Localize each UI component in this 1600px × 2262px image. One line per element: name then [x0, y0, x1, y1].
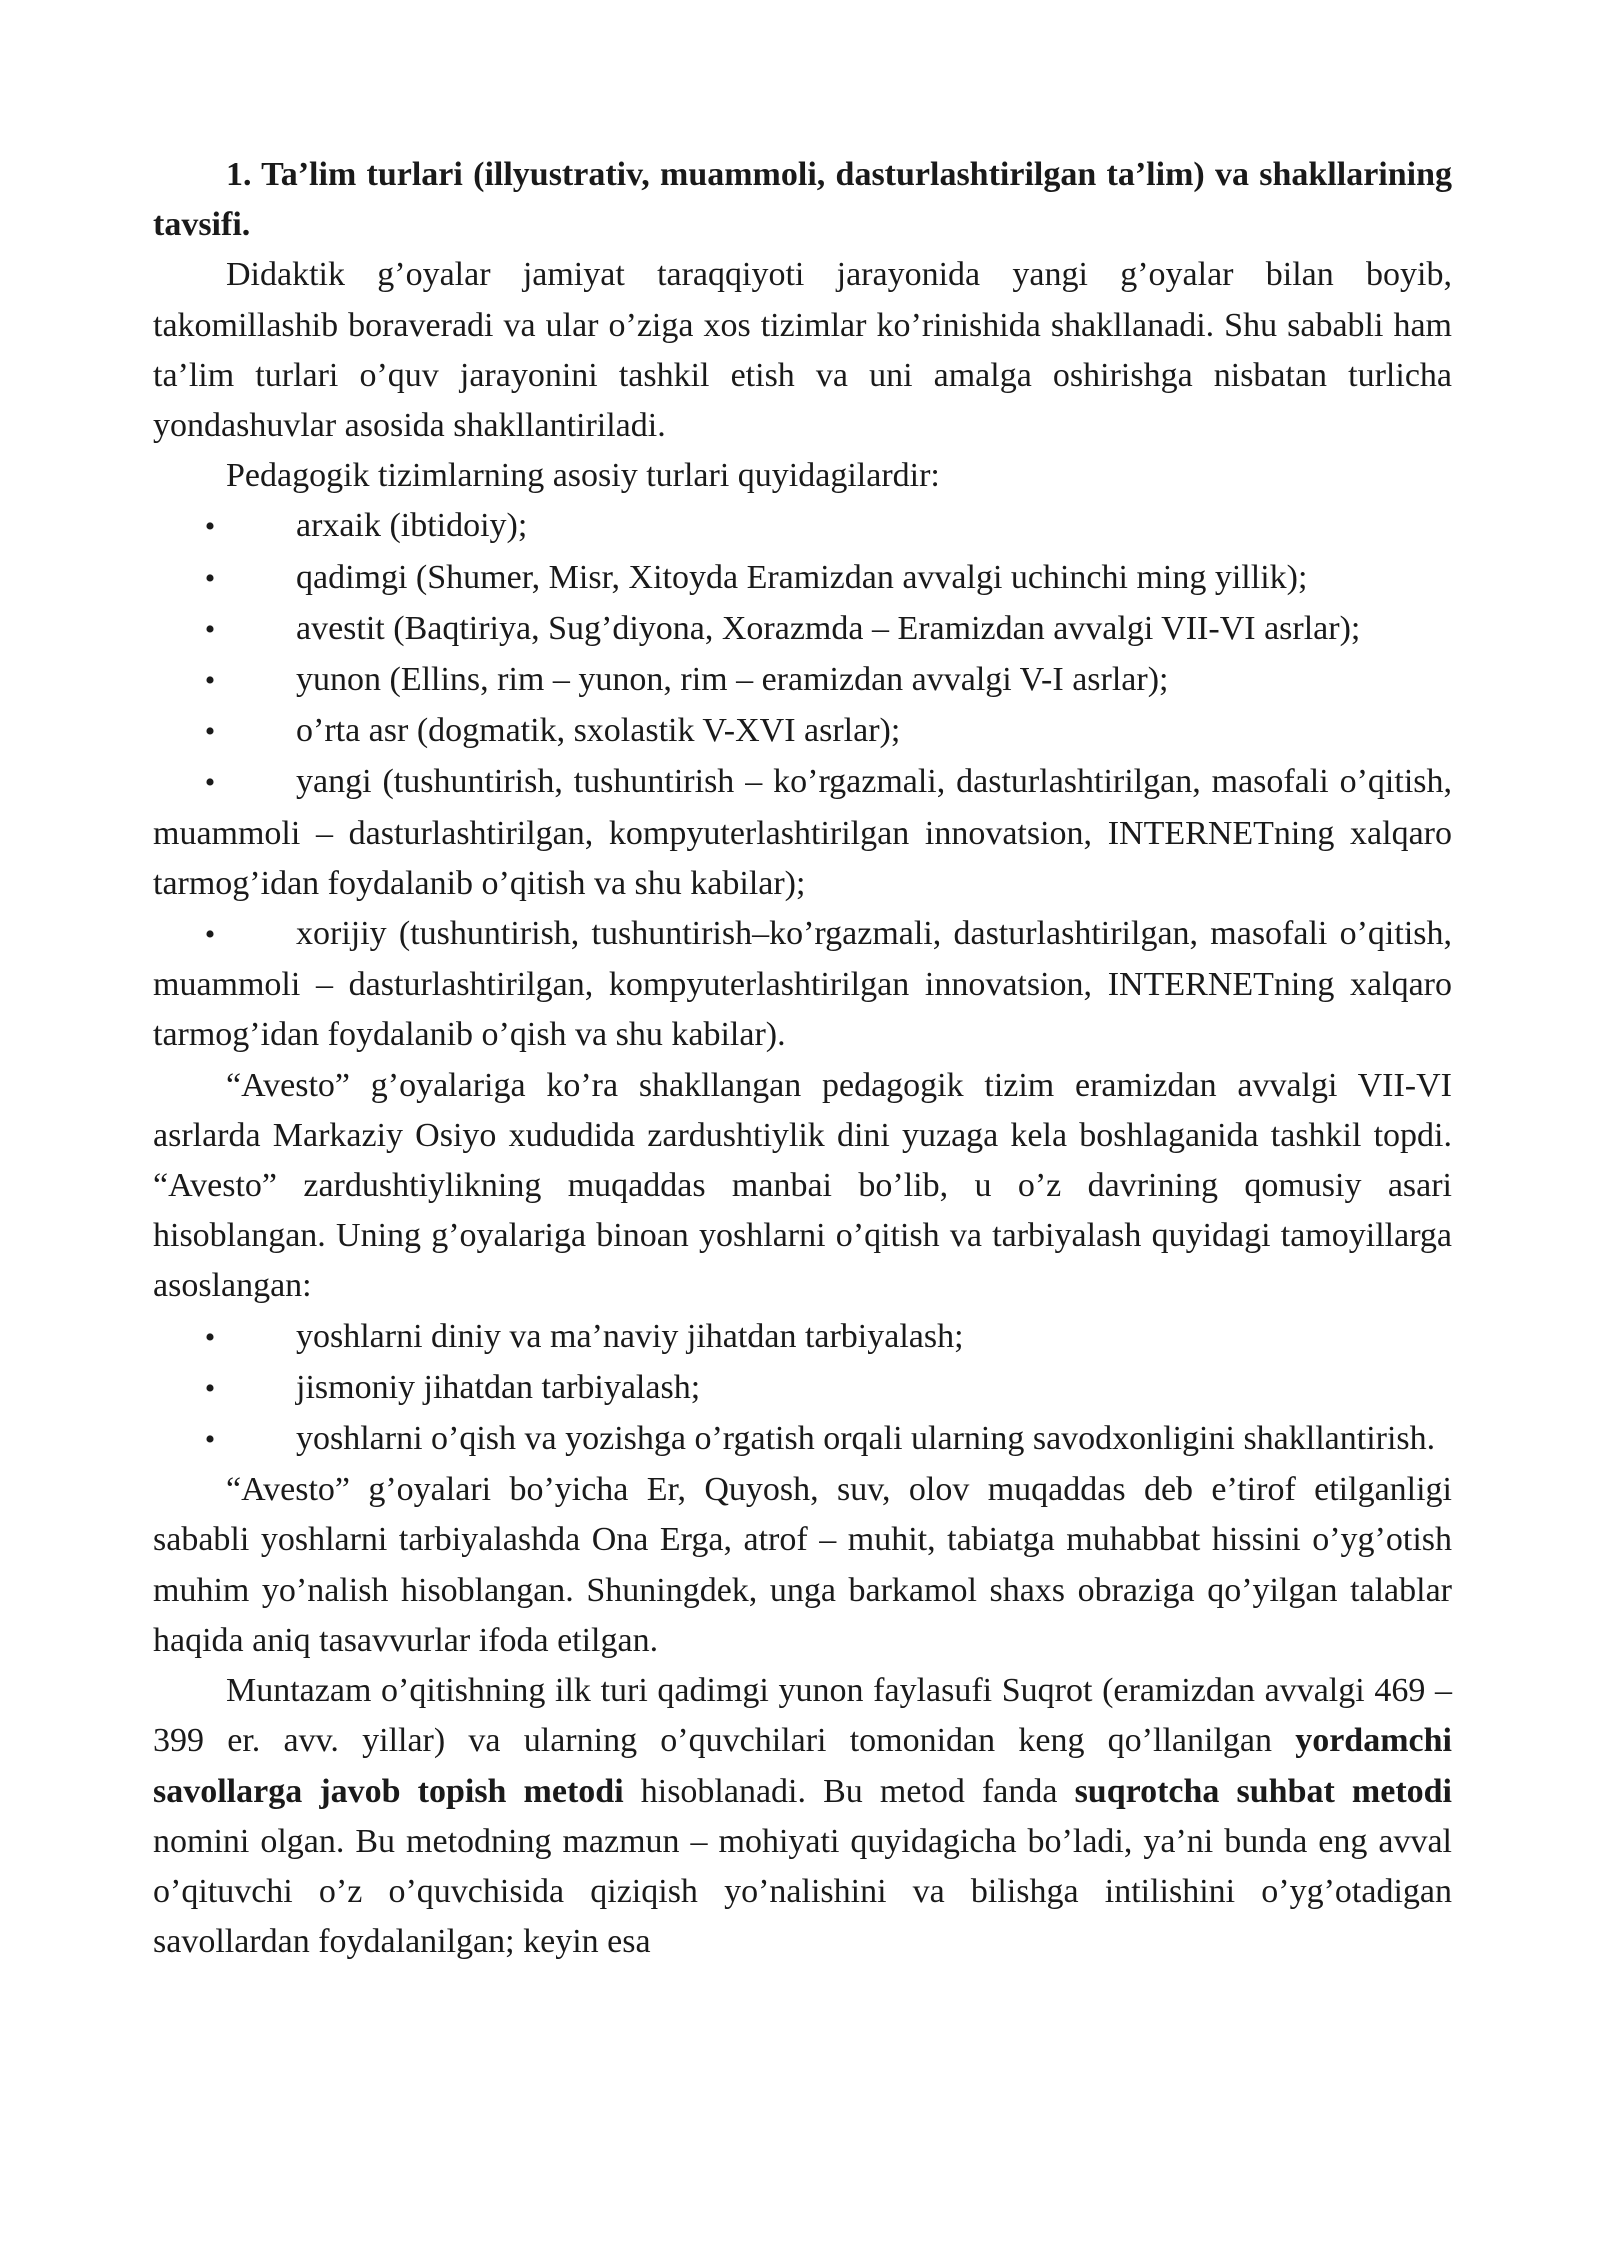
- list-item-text: yunon (Ellins, rim – yunon, rim – eramizdan avvalgi V-I asrlar);: [296, 661, 1169, 699]
- paragraph-text: Muntazam o’qitishning ilk turi qadimgi yunon faylasufi Suqrot (eramizdan avvalgi 469 – 399 er. avv. yillar) va ularning o’quvchilari tomonidan keng qo’llanilgan: [153, 1672, 1452, 1760]
- list-item-text: qadimgi (Shumer, Misr, Xitoyda Eramizdan avvalgi uchinchi ming yillik);: [296, 558, 1308, 596]
- list-item: [153, 655, 1452, 706]
- list-item-text: avestit (Baqtiriya, Sug’diyona, Xorazmda – Eramizdan avvalgi VII-VI asrlar);: [296, 609, 1361, 647]
- bullet-list: [153, 501, 1452, 1060]
- bullet-list: [153, 1312, 1452, 1466]
- list-item: [153, 757, 1452, 909]
- bullet-icon: •: [204, 612, 216, 646]
- paragraph-text: nomini olgan. Bu metodning mazmun – mohiyati quyidagicha bo’ladi, ya’ni bunda eng avval o’qituvchi o’z o’quvchisida qiziqish yo’nalishini va bilishga intilishini o’yg’otadigan savollardan foydalanilgan; keyin esa: [153, 1822, 1452, 1961]
- paragraph: Pedagogik tizimlarning asosiy turlari quyidagilardir:: [226, 457, 940, 495]
- bold-term: yordamchi savollarga javob topish metodi: [153, 1722, 1452, 1810]
- list-item: [153, 604, 1452, 655]
- list-item: [153, 706, 1452, 757]
- section-title: Ta’lim turlari (illyustrativ, muammoli, dasturlashtirilgan ta’lim) va shakllarining tavsifi.: [153, 156, 1452, 244]
- list-item: [153, 1414, 1452, 1465]
- list-item-text: arxaik (ibtidoiy);: [296, 507, 528, 545]
- bullet-icon: •: [204, 715, 216, 749]
- section-number: 1.: [226, 156, 252, 193]
- bullet-icon: •: [204, 1371, 216, 1405]
- list-item-text: yangi (tushuntirish, tushuntirish – ko’rgazmali, dasturlashtirilgan, masofali o’qitish, muammoli – dasturlashtirilgan, kompyuterlashtirilgan innovatsion, INTERNETning xalqaro tarmog’idan foydalanib o’qitish va shu kabilar);: [153, 763, 1452, 902]
- list-item-text: xorijiy (tushuntirish, tushuntirish–ko’rgazmali, dasturlashtirilgan, masofali o’qitish, muammoli – dasturlashtirilgan, kompyuterlashtirilgan innovatsion, INTERNETning xalqaro tarmog’idan foydalanib o’qish va shu kabilar).: [153, 915, 1452, 1054]
- paragraph: Didaktik g’oyalar jamiyat taraqqiyoti jarayonida yangi g’oyalar bilan boyib, takomillashib boraveradi va ular o’ziga xos tizimlar ko’rinishida shakllanadi. Shu sababli ham ta’lim turlari o’quv jarayonini tashkil etish va uni amalga oshirishga nisbatan turlicha yondashuvlar asosida shakllantiriladi.: [153, 256, 1452, 445]
- bullet-icon: •: [204, 664, 216, 698]
- list-item: [153, 553, 1452, 604]
- list-item: [153, 501, 1452, 552]
- paragraph-text: hisoblanadi. Bu metod fanda: [623, 1772, 1075, 1810]
- paragraph: “Avesto” g’oyalari bo’yicha Er, Quyosh, suv, olov muqaddas deb e’tirof etilganligi sababli yoshlarni tarbiyalashda Ona Erga, atrof – muhit, tabiatga muhabbat hissini o’yg’otish muhim yo’nalish hisoblangan. Shuningdek, unga barkamol shaxs obraziga qo’yilgan talablar haqida aniq tasavvurlar ifoda etilgan.: [153, 1471, 1452, 1659]
- bullet-icon: •: [204, 510, 216, 544]
- section-heading: [153, 150, 1452, 250]
- paragraph: “Avesto” g’oyalariga ko’ra shakllangan pedagogik tizim eramizdan avvalgi VII-VI asrlarda Markaziy Osiyo xududida zardushtiylik dini yuzaga kela boshlaganida tashkil topdi. “Avesto” zardushtiylikning muqaddas manbai bo’lib, u o’z davrining qomusiy asari hisoblangan. Uning g’oyalariga binoan yoshlarni o’qitish va tarbiyalash quyidagi tamoyillarga asoslangan:: [153, 1066, 1452, 1305]
- bullet-icon: •: [204, 1320, 216, 1354]
- bullet-icon: •: [204, 561, 216, 595]
- bold-term: suqrotcha suhbat metodi: [1074, 1772, 1452, 1810]
- list-item-text: yoshlarni diniy va ma’naviy jihatdan tarbiyalash;: [296, 1317, 964, 1355]
- list-item: [153, 1312, 1452, 1363]
- paragraph: [153, 1666, 1452, 1967]
- bullet-icon: •: [204, 1423, 216, 1457]
- list-item: [153, 909, 1452, 1061]
- list-item-text: yoshlarni o’qish va yozishga o’rgatish orqali ularning savodxonligini shakllantirish.: [296, 1420, 1436, 1458]
- list-item: [153, 1363, 1452, 1414]
- bullet-icon: •: [204, 766, 216, 800]
- list-item-text: o’rta asr (dogmatik, sxolastik V-XVI asrlar);: [296, 712, 901, 750]
- list-item-text: jismoniy jihatdan tarbiyalash;: [296, 1368, 701, 1406]
- bullet-icon: •: [204, 918, 216, 952]
